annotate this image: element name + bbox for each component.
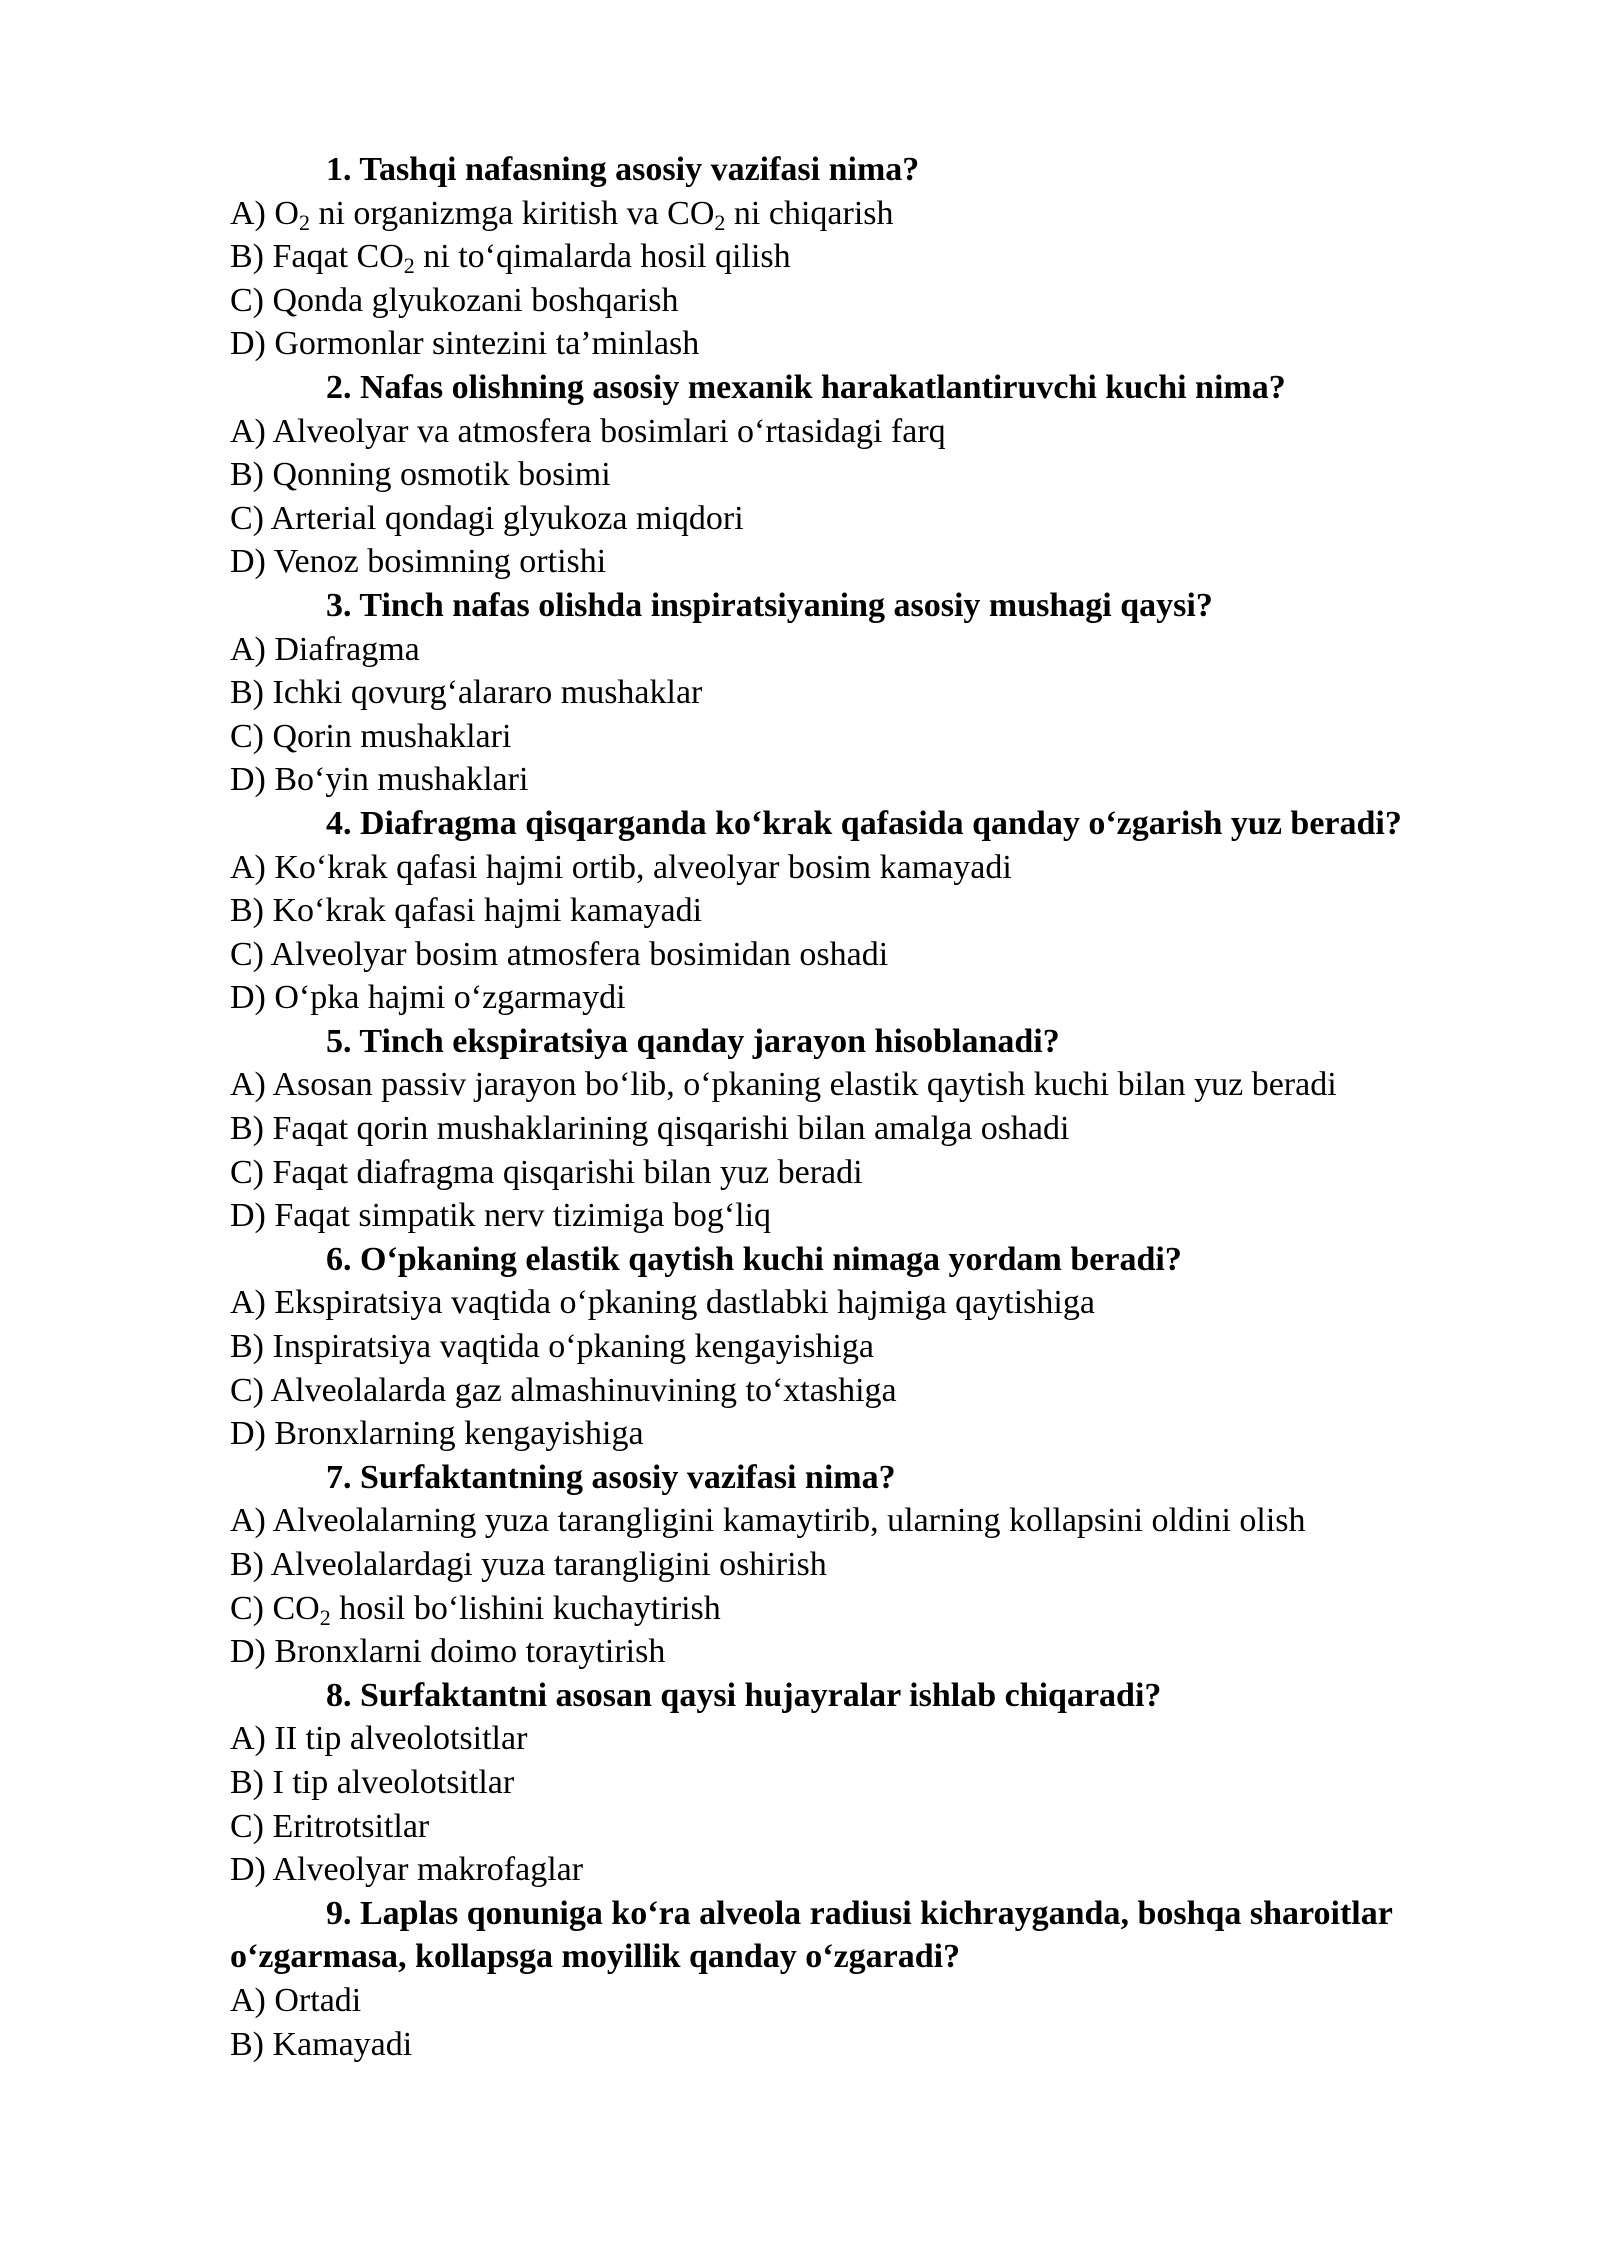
option-8a: A) II tip alveolotsitlar <box>230 1720 528 1758</box>
option-6d: D) Bronxlarning kengayishiga <box>230 1415 644 1453</box>
option-2a: A) Alveolyar va atmosfera bosimlari o‘rtasidagi farq <box>230 412 946 450</box>
option-3d: D) Bo‘yin mushaklari <box>230 761 529 799</box>
option-6b: B) Inspiratsiya vaqtida o‘pkaning kengayishiga <box>230 1328 874 1366</box>
option-4a: A) Ko‘krak qafasi hajmi ortib, alveolyar bosim kamayadi <box>230 848 1012 886</box>
question-8: 8. Surfaktantni asosan qaysi hujayralar ishlab chiqaradi? <box>326 1676 1162 1714</box>
option-9b: B) Kamayadi <box>230 2025 413 2063</box>
option-1a: A) $O_2$ ni organizmga kiritish va $CO_2$ ni chiqarish <box>230 194 894 235</box>
option-5d: D) Faqat simpatik nerv tizimiga bog‘liq <box>230 1197 772 1235</box>
option-2b: B) Qonning osmotik bosimi <box>230 456 611 494</box>
option-1c: C) Qonda glyukozani boshqarish <box>230 281 679 319</box>
question-9: 9. Laplas qonuniga ko‘ra alveola radiusi kichrayganda, boshqa sharoitlar o‘zgarmasa, kollapsga moyillik qanday o‘zgaradi? <box>230 1894 1393 1976</box>
option-8b: B) I tip alveolotsitlar <box>230 1763 515 1801</box>
document-page <box>230 148 1480 2066</box>
question-1: 1. Tashqi nafasning asosiy vazifasi nima? <box>326 151 920 188</box>
option-3a: A) Diafragma <box>230 630 420 668</box>
question-4: 4. Diafragma qisqarganda ko‘krak qafasida qanday o‘zgarish yuz beradi? <box>326 804 1402 842</box>
option-1b: B) Faqat $CO_2$ ni to‘qimalarda hosil qilish <box>230 238 791 279</box>
option-5c: C) Faqat diafragma qisqarishi bilan yuz beradi <box>230 1153 863 1191</box>
question-2: 2. Nafas olishning asosiy mexanik harakatlantiruvchi kuchi nima? <box>326 368 1286 406</box>
option-7a: A) Alveolalarning yuza tarangligini kamaytirib, ularning kollapsini oldini olish <box>230 1502 1306 1540</box>
option-6a: A) Ekspiratsiya vaqtida o‘pkaning dastlabki hajmiga qaytishiga <box>230 1284 1095 1322</box>
option-3b: B) Ichki qovurg‘alararo mushaklar <box>230 674 703 712</box>
option-7b: B) Alveolalardagi yuza tarangligini oshirish <box>230 1546 827 1583</box>
option-9a: A) Ortadi <box>230 1981 362 2019</box>
option-8d: D) Alveolyar makrofaglar <box>230 1851 584 1889</box>
option-7c: C) $CO_2$ hosil bo‘lishini kuchaytirish <box>230 1589 721 1630</box>
option-4c: C) Alveolyar bosim atmosfera bosimidan oshadi <box>230 935 889 973</box>
question-6: 6. O‘pkaning elastik qaytish kuchi nimaga yordam beradi? <box>326 1240 1182 1278</box>
option-5a: A) Asosan passiv jarayon bo‘lib, o‘pkaning elastik qaytish kuchi bilan yuz beradi <box>230 1066 1337 1104</box>
option-2d: D) Venoz bosimning ortishi <box>230 543 607 581</box>
option-3c: C) Qorin mushaklari <box>230 717 512 755</box>
option-4b: B) Ko‘krak qafasi hajmi kamayadi <box>230 892 703 930</box>
option-6c: C) Alveolalarda gaz almashinuvining to‘xtashiga <box>230 1371 897 1409</box>
question-5: 5. Tinch ekspiratsiya qanday jarayon hisoblanadi? <box>326 1022 1060 1060</box>
question-3: 3. Tinch nafas olishda inspiratsiyaning asosiy mushagi qaysi? <box>326 586 1213 624</box>
option-2c: C) Arterial qondagi glyukoza miqdori <box>230 499 744 537</box>
option-4d: D) O‘pka hajmi o‘zgarmaydi <box>230 979 626 1017</box>
option-8c: C) Eritrotsitlar <box>230 1807 430 1845</box>
option-1d: D) Gormonlar sintezini ta’minlash <box>230 325 700 363</box>
option-5b: B) Faqat qorin mushaklarining qisqarishi bilan amalga oshadi <box>230 1110 1070 1148</box>
question-7: 7. Surfaktantning asosiy vazifasi nima? <box>326 1458 896 1496</box>
option-7d: D) Bronxlarni doimo toraytirish <box>230 1633 666 1671</box>
